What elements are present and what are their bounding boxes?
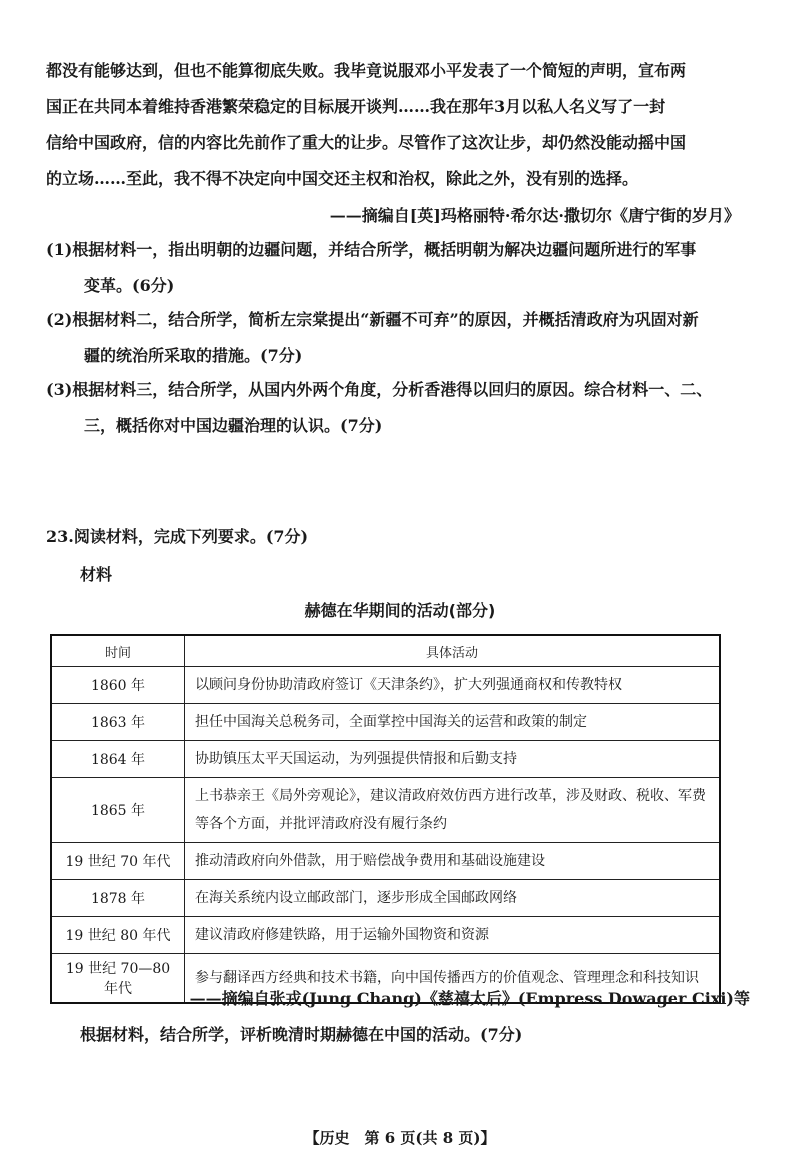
question-3 — [46, 372, 756, 444]
table-title: 赫德在华期间的活动(部分) — [304, 601, 496, 620]
question-3-line-1: (3)根据材料三，结合所学，从国内外两个角度，分析香港得以回归的原因。综合材料一、二、 — [46, 380, 713, 399]
row-activity: 建议清政府修建铁路，用于运输外国物资和资源 — [185, 917, 721, 954]
row-time: 1865 年 — [51, 778, 185, 843]
question-1-line-1: (1)根据材料一，指出明朝的边疆问题，并结合所学，概括明朝为解决边疆问题所进行的军事 — [46, 240, 697, 259]
table-row — [51, 778, 720, 843]
question-3-line-2: 三，概括你对中国边疆治理的认识。(7分) — [84, 416, 383, 435]
row-time: 19 世纪 70—80 年代 — [51, 954, 185, 1004]
question-1 — [46, 232, 756, 304]
question-1-line-2: 变革。(6分) — [84, 276, 175, 295]
passage-line-4: 的立场……至此，我不得不决定向中国交还主权和治权，除此之外，没有别的选择。 — [46, 169, 639, 188]
table-row — [51, 843, 720, 880]
table-row — [51, 880, 720, 917]
q23-question: 根据材料，结合所学，评析晚清时期赫德在中国的活动。(7分) — [80, 1025, 523, 1044]
header-time: 时间 — [51, 635, 185, 667]
row-time: 1864 年 — [51, 741, 185, 778]
table-header-row — [51, 635, 720, 667]
table-row — [51, 704, 720, 741]
hart-activities-table — [50, 634, 721, 1004]
row-activity: 参与翻译西方经典和技术书籍，向中国传播西方的价值观念、管理理念和科技知识 — [185, 954, 721, 1004]
page-footer: 【历史 第 6 页(共 8 页)】 — [304, 1129, 496, 1147]
q23-heading: 23.阅读材料，完成下列要求。(7分) — [46, 527, 309, 546]
question-2 — [46, 302, 756, 374]
row-time: 1878 年 — [51, 880, 185, 917]
header-activity: 具体活动 — [185, 635, 721, 667]
passage-line-1: 都没有能够达到，但也不能算彻底失败。我毕竟说服邓小平发表了一个简短的声明，宣布两 — [46, 61, 687, 80]
row-activity: 协助镇压太平天国运动，为列强提供情报和后勤支持 — [185, 741, 721, 778]
question-2-line-1: (2)根据材料二，结合所学，简析左宗棠提出“新疆不可弃”的原因，并概括清政府为巩固对新 — [46, 310, 699, 329]
table-row — [51, 667, 720, 704]
row-time: 1860 年 — [51, 667, 185, 704]
passage-source: ——摘编自[英]玛格丽特·希尔达·撒切尔《唐宁街的岁月》 — [329, 206, 740, 225]
row-activity: 以顾问身份协助清政府签订《天津条约》，扩大列强通商权和传教特权 — [185, 667, 721, 704]
table-row — [51, 741, 720, 778]
question-2-line-2: 疆的统治所采取的措施。(7分) — [84, 346, 303, 365]
passage-line-3: 信给中国政府，信的内容比先前作了重大的让步。尽管作了这次让步，却仍然没能动摇中国 — [46, 133, 687, 152]
row-time: 1863 年 — [51, 704, 185, 741]
material-label: 材料 — [80, 565, 113, 584]
row-activity: 推动清政府向外借款，用于赔偿战争费用和基础设施建设 — [185, 843, 721, 880]
row-time: 19 世纪 70 年代 — [51, 843, 185, 880]
row-activity: 在海关系统内设立邮政部门，逐步形成全国邮政网络 — [185, 880, 721, 917]
table-row — [51, 917, 720, 954]
row-activity: 上书恭亲王《局外旁观论》，建议清政府效仿西方进行改革，涉及财政、税收、军费等各个方面，并批评清政府没有履行条约 — [185, 778, 721, 843]
passage-line-2: 国正在共同本着维持香港繁荣稳定的目标展开谈判……我在那年3月以私人名义写了一封 — [46, 97, 666, 116]
row-time: 19 世纪 80 年代 — [51, 917, 185, 954]
row-activity: 担任中国海关总税务司，全面掌控中国海关的运营和政策的制定 — [185, 704, 721, 741]
q23-source: ——摘编自张戎(Jung Chang)《慈禧太后》(Empress Dowager Cixi)等 — [189, 989, 750, 1008]
